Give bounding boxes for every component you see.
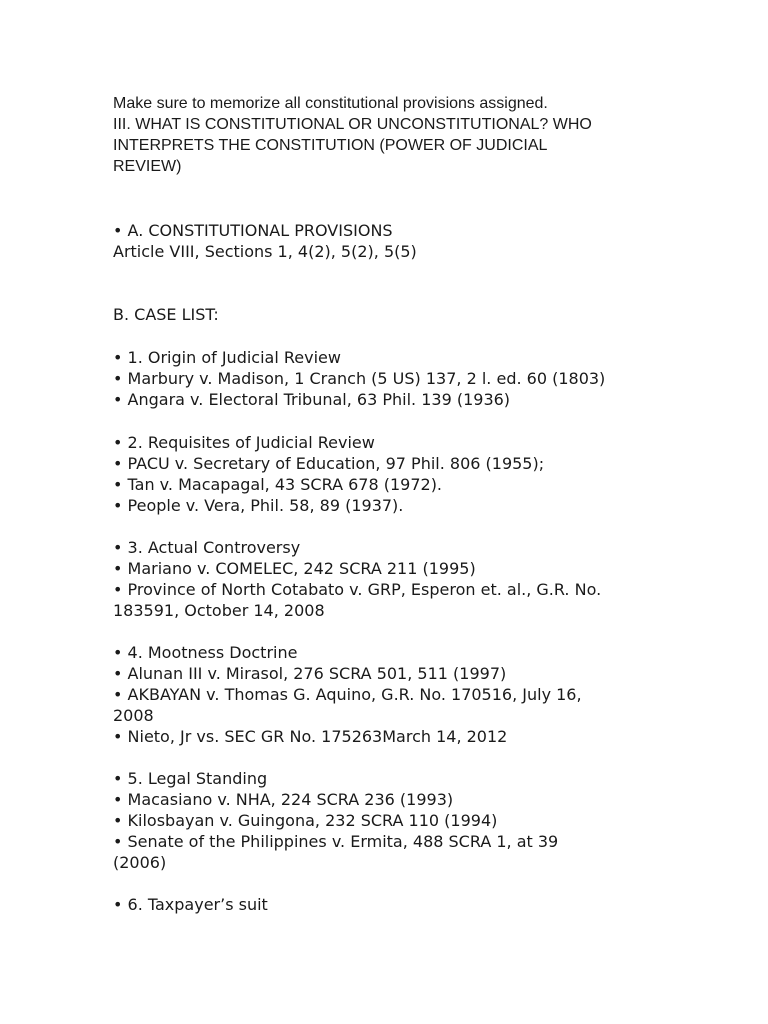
document-header xyxy=(113,93,753,177)
case-group-origin xyxy=(113,347,753,410)
case-entry-continuation: 183591, October 14, 2008 xyxy=(113,601,325,620)
case-list-section xyxy=(113,304,753,915)
provisions-text: Article VIII, Sections 1, 4(2), 5(2), 5(5) xyxy=(113,242,417,261)
case-entry: • Senate of the Philippines v. Ermita, 488 SCRA 1, at 39 xyxy=(113,832,559,851)
case-entry: • Marbury v. Madison, 1 Cranch (5 US) 137, 2 l. ed. 60 (1803) xyxy=(113,369,606,388)
provisions-heading: • A. CONSTITUTIONAL PROVISIONS xyxy=(113,221,393,240)
case-group-mootness xyxy=(113,642,753,747)
case-entry: • AKBAYAN v. Thomas G. Aquino, G.R. No. 170516, July 16, xyxy=(113,685,582,704)
case-group-title: • 5. Legal Standing xyxy=(113,769,268,788)
case-group-legal-standing xyxy=(113,768,753,873)
case-entry: • Province of North Cotabato v. GRP, Esperon et. al., G.R. No. xyxy=(113,580,602,599)
case-group-title: • 4. Mootness Doctrine xyxy=(113,643,298,662)
case-entry: • PACU v. Secretary of Education, 97 Phil. 806 (1955); xyxy=(113,454,545,473)
case-entry: • Tan v. Macapagal, 43 SCRA 678 (1972). xyxy=(113,475,443,494)
case-entry: • Mariano v. COMELEC, 242 SCRA 211 (1995) xyxy=(113,559,476,578)
case-list-heading: B. CASE LIST: xyxy=(113,305,219,324)
case-group-title: • 1. Origin of Judicial Review xyxy=(113,348,341,367)
document-page xyxy=(113,93,753,915)
section-title-line-1: III. WHAT IS CONSTITUTIONAL OR UNCONSTITUTIONAL? WHO xyxy=(113,116,592,133)
case-entry-continuation: 2008 xyxy=(113,706,154,725)
instruction-line: Make sure to memorize all constitutional provisions assigned. xyxy=(113,95,548,112)
case-entry: • People v. Vera, Phil. 58, 89 (1937). xyxy=(113,496,404,515)
spacer xyxy=(113,262,753,304)
case-entry-continuation: (2006) xyxy=(113,853,167,872)
case-entry: • Angara v. Electoral Tribunal, 63 Phil. 139 (1936) xyxy=(113,390,511,409)
spacer xyxy=(113,177,753,220)
case-group-taxpayer-suit xyxy=(113,894,753,915)
case-group-title: • 3. Actual Controversy xyxy=(113,538,301,557)
case-entry: • Alunan III v. Mirasol, 276 SCRA 501, 511 (1997) xyxy=(113,664,507,683)
case-entry: • Kilosbayan v. Guingona, 232 SCRA 110 (1994) xyxy=(113,811,498,830)
case-entry: • Macasiano v. NHA, 224 SCRA 236 (1993) xyxy=(113,790,454,809)
case-entry: • Nieto, Jr vs. SEC GR No. 175263March 14, 2012 xyxy=(113,727,508,746)
case-group-actual-controversy xyxy=(113,537,753,621)
section-title-line-3: REVIEW) xyxy=(113,158,182,175)
case-group-title: • 6. Taxpayer’s suit xyxy=(113,895,268,914)
section-title-line-2: INTERPRETS THE CONSTITUTION (POWER OF JUDICIAL xyxy=(113,137,548,154)
case-group-requisites xyxy=(113,432,753,516)
provisions-section xyxy=(113,220,753,262)
case-group-title: • 2. Requisites of Judicial Review xyxy=(113,433,375,452)
